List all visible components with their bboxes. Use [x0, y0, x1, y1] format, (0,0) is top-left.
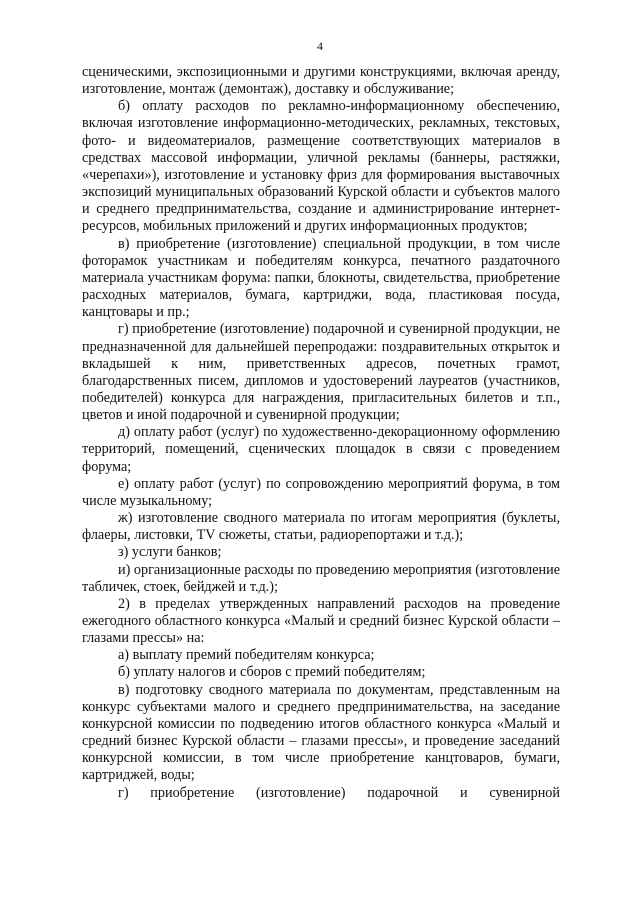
paragraph: и) организационные расходы по проведению мероприятия (изготовление табличек, стоек, бейджей и т.д.); — [82, 561, 560, 595]
paragraph: сценическими, экспозиционными и другими конструкциями, включая аренду, изготовление, монтаж (демонтаж), доставку и обслуживание; — [82, 64, 560, 98]
document-body — [82, 64, 560, 802]
paragraph: ж) изготовление сводного материала по итогам мероприятия (буклеты, флаеры, листовки, TV сюжеты, статьи, радиорепортажи и т.д.); — [82, 510, 560, 544]
paragraph: е) оплату работ (услуг) по сопровождению мероприятий форума, в том числе музыкальному; — [82, 475, 560, 509]
paragraph: г) приобретение (изготовление) подарочной и сувенирной продукции, не предназначенной для дальнейшей перепродажи: поздравительных открыток и вкладышей к ним, приветственных адресов, почетных грамот, благодарственных писем, дипломов и удостоверений лауреатов (участников, победителей) конкурса для награждения, пригласительных билетов и т.п., цветов и иной подарочной и сувенирной продукции; — [82, 321, 560, 424]
paragraph: з) услуги банков; — [118, 544, 222, 561]
paragraph: в) приобретение (изготовление) специальной продукции, в том числе фоторамок участникам и победителям конкурса, печатного раздаточного материала участникам форума: папки, блокноты, свидетельства, приобретение расходных материалов, бумага, картриджи, вода, пластиковая посуда, канцтовары и пр.; — [82, 235, 560, 321]
page-number: 4 — [317, 39, 323, 53]
paragraph: б) оплату расходов по рекламно-информационному обеспечению, включая изготовление информационно-методических, рекламных, текстовых, фото- и видеоматериалов, размещение соответствующих материалов в средствах массовой информации, уличной рекламы (баннеры, растяжки, «черепахи»), изготовление и установку фриз для формирования выставочных экспозиций муниципальных образований Курской области и субъектов малого и среднего предпринимательства, создание и администрирование интернет-ресурсов, мобильных приложений и других информационных продуктов; — [82, 98, 560, 235]
paragraph: а) выплату премий победителям конкурса; — [118, 647, 375, 664]
paragraph: д) оплату работ (услуг) по художественно-декорационному оформлению территорий, помещений, сценических площадок в связи с проведением форума; — [82, 424, 560, 475]
paragraph: г) приобретение (изготовление) подарочной и сувенирной — [118, 784, 560, 801]
paragraph: в) подготовку сводного материала по документам, представленным на конкурс субъектами малого и среднего предпринимательства, на заседание конкурсной комиссии по подведению итогов областного конкурса «Малый и средний бизнес Курской области – глазами прессы», и проведение заседаний конкурсной комиссии, в том числе приобретение канцтоваров, бумаги, картриджей, воды; — [82, 681, 560, 784]
paragraph: б) уплату налогов и сборов с премий победителям; — [118, 664, 426, 681]
paragraph: 2) в пределах утвержденных направлений расходов на проведение ежегодного областного конкурса «Малый и средний бизнес Курской области – глазами прессы» на: — [82, 595, 560, 647]
